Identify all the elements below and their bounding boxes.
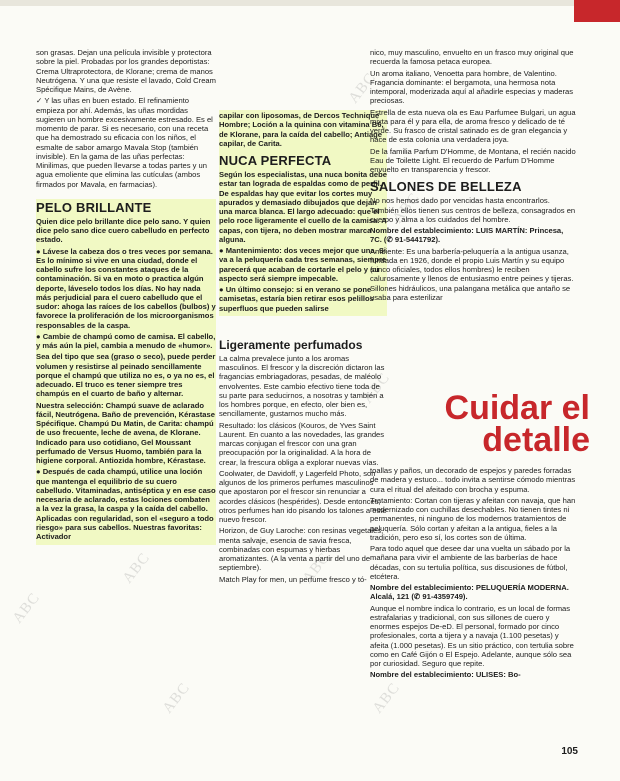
column-1 (36, 48, 216, 748)
paragraph: Coolwater, de Davidoff, y Lagerfeld Photo, son algunos de los primeros perfumes masculinos que apostaron por el frescor sin renunciar a acordes clásicos (hespérides). Desde entonces, otros perfumes han ido pisando los talones a este nuevo frescor. (219, 468, 387, 524)
column-2 (219, 110, 387, 690)
watermark-5: ABC (369, 679, 404, 717)
feature-title (444, 389, 590, 459)
section-heading: NUCA PERFECTA (219, 153, 332, 168)
corner-color-block (574, 0, 620, 22)
page-number: 105 (561, 746, 578, 757)
watermark-1: ABC (345, 69, 380, 107)
paragraph: No nos hemos dado por vencidas hasta encontrarlos. También ellos tienen sus centros de belleza, consagrados en cuerpo y alma a los cuidados del hombre. (370, 196, 576, 224)
paragraph: Según los especialistas, una nuca bonita debe estar tan lograda de espaldas como de perfil. De espaldas hay que evitar los cortes muy apurados y demasiado dibujados que dejan una marca blanca. El largo adecuado: que el pelo roce ligeramente el cuello de la camisa. A capas, con tijera, no deben mostrar marca alguna. (219, 170, 387, 244)
paragraph: Estrella de esta nueva ola es Eau Parfumee Bulgari, un agua mixta para él y para ella, de aroma fresco y delicado de té verde. Su frasco de cristal satinado es de gran elegancia y hace de esta colonia una verdadera joya. (370, 107, 576, 145)
column-3 (370, 48, 576, 398)
feature-title-line-1: Cuidar el (444, 389, 590, 427)
watermark-2: ABC (389, 189, 424, 227)
paragraph: ● Un último consejo: si en verano se pone camisetas, estaría bien retirar esos pelillos superfluos que pueden salirse (219, 285, 374, 313)
paragraph: Match Play for men, un perfume fresco y tó- (219, 574, 367, 584)
paragraph: La calma prevalece junto a los aromas masculinos. El frescor y la discreción dictaron las fragancias embriagadoras, pesadas, de maléolo envolventes. Este cambio efectivo tiene toda de su parte para seducirnos, a nosotras y también a los hombres porque, en efecto, oler bien es, sencillamente, gustarnos mucho más. (219, 353, 385, 419)
paragraph: nico, muy masculino, envuelto en un frasco muy original que recuerda la famosa petaca europea. (370, 48, 574, 67)
paragraph: capilar con liposomas, de Dercos Technique Hombre; Loción a la quinina con vitamina B6, de Klorane, para la caída del cabello; Antiage capilar, de Carita. (219, 111, 384, 148)
paragraph: toallas y paños, un decorado de espejos y paredes forradas de madera y estuco... todo invita a sentirse cómodo mientras cura el ritual del afeitado con brocha y espuma. (370, 466, 576, 494)
watermark-3: ABC (359, 369, 394, 407)
feature-title-line-2: detalle (482, 421, 590, 459)
watermark-6: ABC (119, 549, 154, 587)
paragraph: Aunque el nombre indica lo contrario, es un local de formas estrafalarias y tradicional, con sus sillones de cuero y enormes espejos De-eD. El personal, formado por cinco profesionales, corta a tijera y a navaja (1.100 pesetas) y afeita (1.000 pesetas). Es un sitio práctico, con tertulia sobre como en Café Gijón o El Espejo. Adelante, aunque sólo sea por curiosidad. Seguro que repite. (370, 603, 574, 668)
section-heading-perfumes: Ligeramente perfumados (219, 337, 363, 352)
watermark-8: ABC (159, 679, 194, 717)
paragraph: Resultado: los clásicos (Kouros, de Yves Saint Laurent. En cuanto a las novedades, las grandes marcas conjugan el frescor con una gran preocupación por la originalidad. A la hora de crear, la frescura obliga a explorar nuevas vías. (219, 420, 385, 467)
paragraph: ● Después de cada champú, utilice una loción que mantenga el equilibrio de su cuero cabelludo. Vitaminadas, antiséptica y en ese caso necesaria de aclarado, estas lociones combaten a la vez la grasa, la caspa y la caída del cabello. Aplicadas con regularidad, son el «seguro a todo riesgo» para sus cabellos. Nuestras favoritas: Activador (36, 467, 216, 541)
paragraph: ✓ Y las uñas en buen estado. El refinamiento empieza por ahí. Además, las uñas mordidas sugieren un hombre excesivamente estresado. Es el momento de parar. Si es necesario, con una receta que ha demostrado su eficacia con los niños, el esmalte de sabor amargo Mavala Stop (también invisible). En la gama de las uñas perfectas: Minilimas, que pueden llevarse a todas partes y un agua emoliente que elimina las cutículas (ambos firmados por Mavala, en farmacias). (36, 96, 213, 189)
paragraph: Horizon, de Guy Laroche: con resinas vegetales, menta salvaje, esencia de savia fresca, combinadas con espumas y hierbas aromatizantes. (A la venta a partir del uno de septiembre). (219, 526, 384, 573)
paragraph: son grasas. Dejan una película invisible y protectora sobre la piel. Probadas por los grandes deportistas: Crema Ultraprotectora, de Klorane; crema de manos Neutrógena. Y una que resiste el lavado, Cold Cream Spécifique Mains, de Avène. (36, 48, 216, 94)
paragraph: ● Mantenimiento: dos veces mejor que una. Si va a la peluquería cada tres semanas, siempre parecerá que acaban de cortarle el pelo y su aspecto será siempre impecable. (219, 246, 387, 283)
column-4 (370, 466, 576, 766)
paragraph: Sea del tipo que sea (graso o seco), puede perder volumen y resistirse al peinado sencillamente porque el champú que utiliza no es, o ya no es, el adecuado. El truco es tener siempre tres champús en el cuarto de baño y alternar. (36, 352, 216, 399)
hair-section (36, 199, 216, 546)
top-band (0, 0, 620, 6)
paragraph: Ambiente: Es una barbería-peluquería a la antigua usanza, fundada en 1926, donde el propio Luis Martín y su equipo (cinco oficiales, todos ellos hombres) le reciben calurosamente y llenos de entusiasmo entre peines y tijeras. Sillones hidráulicos, una palangana metálica que antaño se usaba para esterilizar (370, 246, 574, 302)
paragraph: Nuestra selección: Champú suave de aclarado fácil, Neutrógena. Baño de prevención, Kérastase Spécifique. Champú Du Matin, de Carita: champú de uso frecuente, leche de avena, de Klorane. Indicado para uso cotidiano, Gel Moussant perfumado de Versus Huomo, también para la higiene corporal. Antiozida hombre, Kérastase. (36, 400, 215, 465)
watermark-7: ABC (9, 589, 44, 627)
paragraph: De la familia Parfum D'Homme, de Montana, el recién nacido Eau de Toilette Light. El recuerdo de Parfum D'Homme envuelto en transparencia y frescor. (370, 146, 576, 174)
paragraph: Un aroma italiano, Venoetta para hombre, de Valentino. Fragancia dominante: el bergamota, una hermosa nota intemporal, moderizada aquí al añadirle especias y maderas preciosas. (370, 68, 574, 106)
paragraph: ● Lávese la cabeza dos o tres veces por semana. Es lo mínimo si vive en una ciudad, donde el cabello sufre los constantes ataques de la contaminación. Si va en moto o practica algún deporte, láveselo todos los días. No hay nada más perjudicial para el cuero cabelludo que el sudor: ahoga las raíces de los cabellos (bulbos) y favorece la proliferación de los microorganismos responsables de la caspa. (36, 246, 216, 330)
paragraph: ● Cambie de champú como de camisa. El cabello, y más aún la piel, cambia a menudo de «humor». (36, 331, 216, 350)
watermark-4: ABC (299, 549, 334, 587)
section-heading: SALONES DE BELLEZA (370, 179, 522, 195)
paragraph: Quien dice pelo brillante dice pelo sano. Y quien dice pelo sano dice cuero cabelludo en perfecto estado. (36, 216, 211, 245)
paragraph: Para todo aquel que desee dar una vuelta un sábado por la mañana para vivir el ambiente de las barberías de hace décadas, con su tertulia política, sus discusiones de fútbol, etcétera. (370, 544, 571, 581)
section-heading: PELO BRILLANTE (36, 199, 152, 215)
paragraph: Tratamiento: Cortan con tijeras y afeitan con navaja, que han modernizado con cuchillas desechables. No tienen tintes ni permanentes, ni ninguno de los modernos tratamientos de peluquería. Sólo cortan y afeitan a la antigua, fieles a la tradición, pero eso sí, los cortes son de última. (370, 495, 576, 542)
paragraph: Nombre del establecimiento: LUIS MARTÍN: Princesa, 7C. (✆ 91-5441792). (370, 226, 564, 245)
nape-section (219, 110, 387, 316)
paragraph: Nombre del establecimiento: ULISES: Bo- (370, 670, 521, 680)
paragraph: Nombre del establecimiento: PELUQUERÍA MODERNA. Alcalá, 121 (✆ 91-4359749). (370, 583, 569, 602)
